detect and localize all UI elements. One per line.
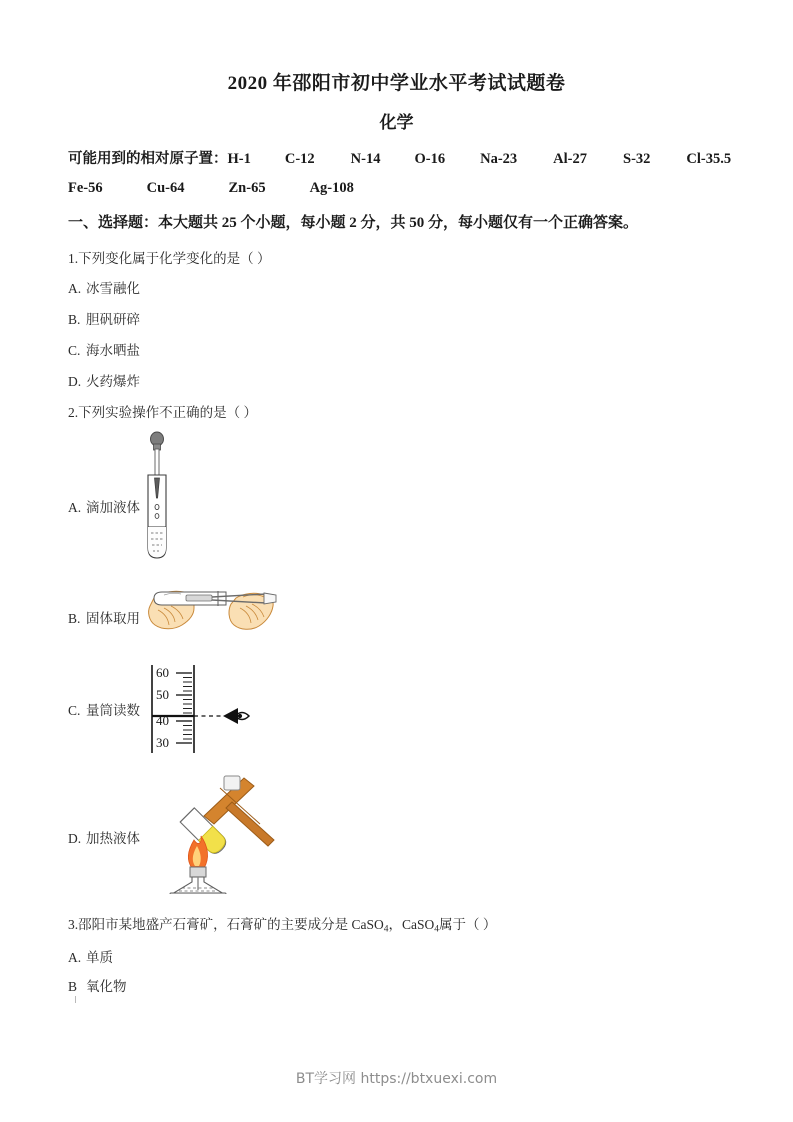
question-1-option-a[interactable] — [68, 277, 140, 297]
option-label: A. — [68, 950, 82, 965]
atomic-weight-ag: Ag-108 — [309, 180, 354, 196]
subject-title: 化学 — [379, 113, 414, 132]
option-label: B. — [68, 312, 81, 327]
option-text: 氧化物 — [86, 979, 127, 994]
option-text: 海水晒盐 — [86, 343, 140, 358]
eye-icon — [223, 708, 249, 724]
page-title: 2020 年邵阳市初中学业水平考试试题卷 — [227, 73, 566, 94]
atomic-weight-cu: Cu-64 — [146, 180, 185, 196]
atomic-weights-line-2 — [68, 180, 354, 197]
option-label: D. — [68, 831, 82, 846]
option-label: C. — [68, 343, 81, 358]
question-1-number: 1. — [68, 251, 79, 266]
question-3-option-b[interactable] — [68, 975, 127, 995]
question-1-stem — [68, 247, 271, 267]
question-1-option-b[interactable] — [68, 308, 140, 328]
atomic-weight-al: Al-27 — [553, 151, 587, 167]
option-label: C. — [68, 703, 81, 718]
atomic-weight-n: N-14 — [350, 151, 381, 167]
formula-subscript-1: 4 — [383, 924, 389, 935]
option-text: 火药爆炸 — [86, 374, 140, 389]
question-3-text-a: 邵阳市某地盛产石膏矿，石膏矿的主要成分是 CaSO — [78, 917, 384, 932]
atomic-weight-s: S-32 — [623, 151, 651, 167]
question-2-text: 下列实验操作不正确的是（ ） — [78, 405, 257, 420]
question-1-option-d[interactable] — [68, 370, 140, 390]
atomic-weights-prefix: 可能用到的相对原子置： — [68, 151, 228, 167]
question-2-option-d[interactable] — [68, 827, 140, 847]
question-1-option-c[interactable] — [68, 339, 140, 359]
question-2-stem — [68, 401, 257, 421]
scan-artifact-mark — [75, 996, 76, 1003]
question-2-option-b[interactable] — [68, 607, 140, 627]
question-2-option-c[interactable] — [68, 699, 140, 719]
option-label: D. — [68, 374, 82, 389]
figure-graduated-cylinder-reading — [143, 663, 253, 762]
footer-watermark: BT学习网 https://btxuexi.com — [295, 1071, 498, 1087]
option-text: 单质 — [86, 950, 113, 965]
atomic-weight-na: Na-23 — [480, 151, 518, 167]
question-3-number: 3. — [68, 917, 79, 932]
question-3-text-c: 属于（ ） — [439, 917, 497, 932]
atomic-weight-o: O-16 — [414, 151, 446, 167]
option-text: 固体取用 — [86, 611, 140, 626]
atomic-weights-line-1 — [68, 147, 731, 168]
atomic-weight-cl: Cl-35.5 — [686, 151, 732, 167]
question-3-option-a[interactable] — [68, 946, 113, 966]
question-2-option-a[interactable] — [68, 496, 140, 516]
figure-heating-liquid — [148, 772, 280, 899]
option-text: 加热液体 — [86, 831, 140, 846]
option-label: A. — [68, 500, 82, 515]
cylinder-scale-label-60: 60 — [156, 665, 169, 680]
figure-dropper-adding-liquid — [134, 430, 182, 565]
atomic-weight-zn: Zn-65 — [228, 180, 266, 196]
figure-tweezers-solid-handling — [140, 578, 286, 639]
option-label: A. — [68, 281, 82, 296]
option-text: 滴加液体 — [86, 500, 140, 515]
cylinder-scale-label-30: 30 — [156, 735, 169, 750]
option-text: 冰雪融化 — [86, 281, 140, 296]
question-2-number: 2. — [68, 405, 79, 420]
atomic-weight-h: H-1 — [227, 151, 251, 167]
option-text: 量筒读数 — [86, 703, 140, 718]
question-1-text: 下列变化属于化学变化的是（ ） — [78, 251, 271, 266]
section-heading: 一、选择题：本大题共 25 个小题，每小题 2 分，共 50 分，每小题仅有一个正确答案。 — [68, 215, 639, 231]
question-3-text-b: ，CaSO — [388, 917, 435, 932]
atomic-weight-c: C-12 — [284, 151, 315, 167]
cylinder-scale-label-40: 40 — [156, 713, 169, 728]
question-3-stem — [68, 913, 496, 934]
option-label: B. — [68, 611, 81, 626]
option-text: 胆矾研碎 — [86, 312, 140, 327]
cylinder-scale-label-50: 50 — [156, 687, 169, 702]
option-label: B — [68, 979, 78, 994]
formula-subscript-2: 4 — [434, 924, 440, 935]
atomic-weight-fe: Fe-56 — [68, 180, 103, 196]
